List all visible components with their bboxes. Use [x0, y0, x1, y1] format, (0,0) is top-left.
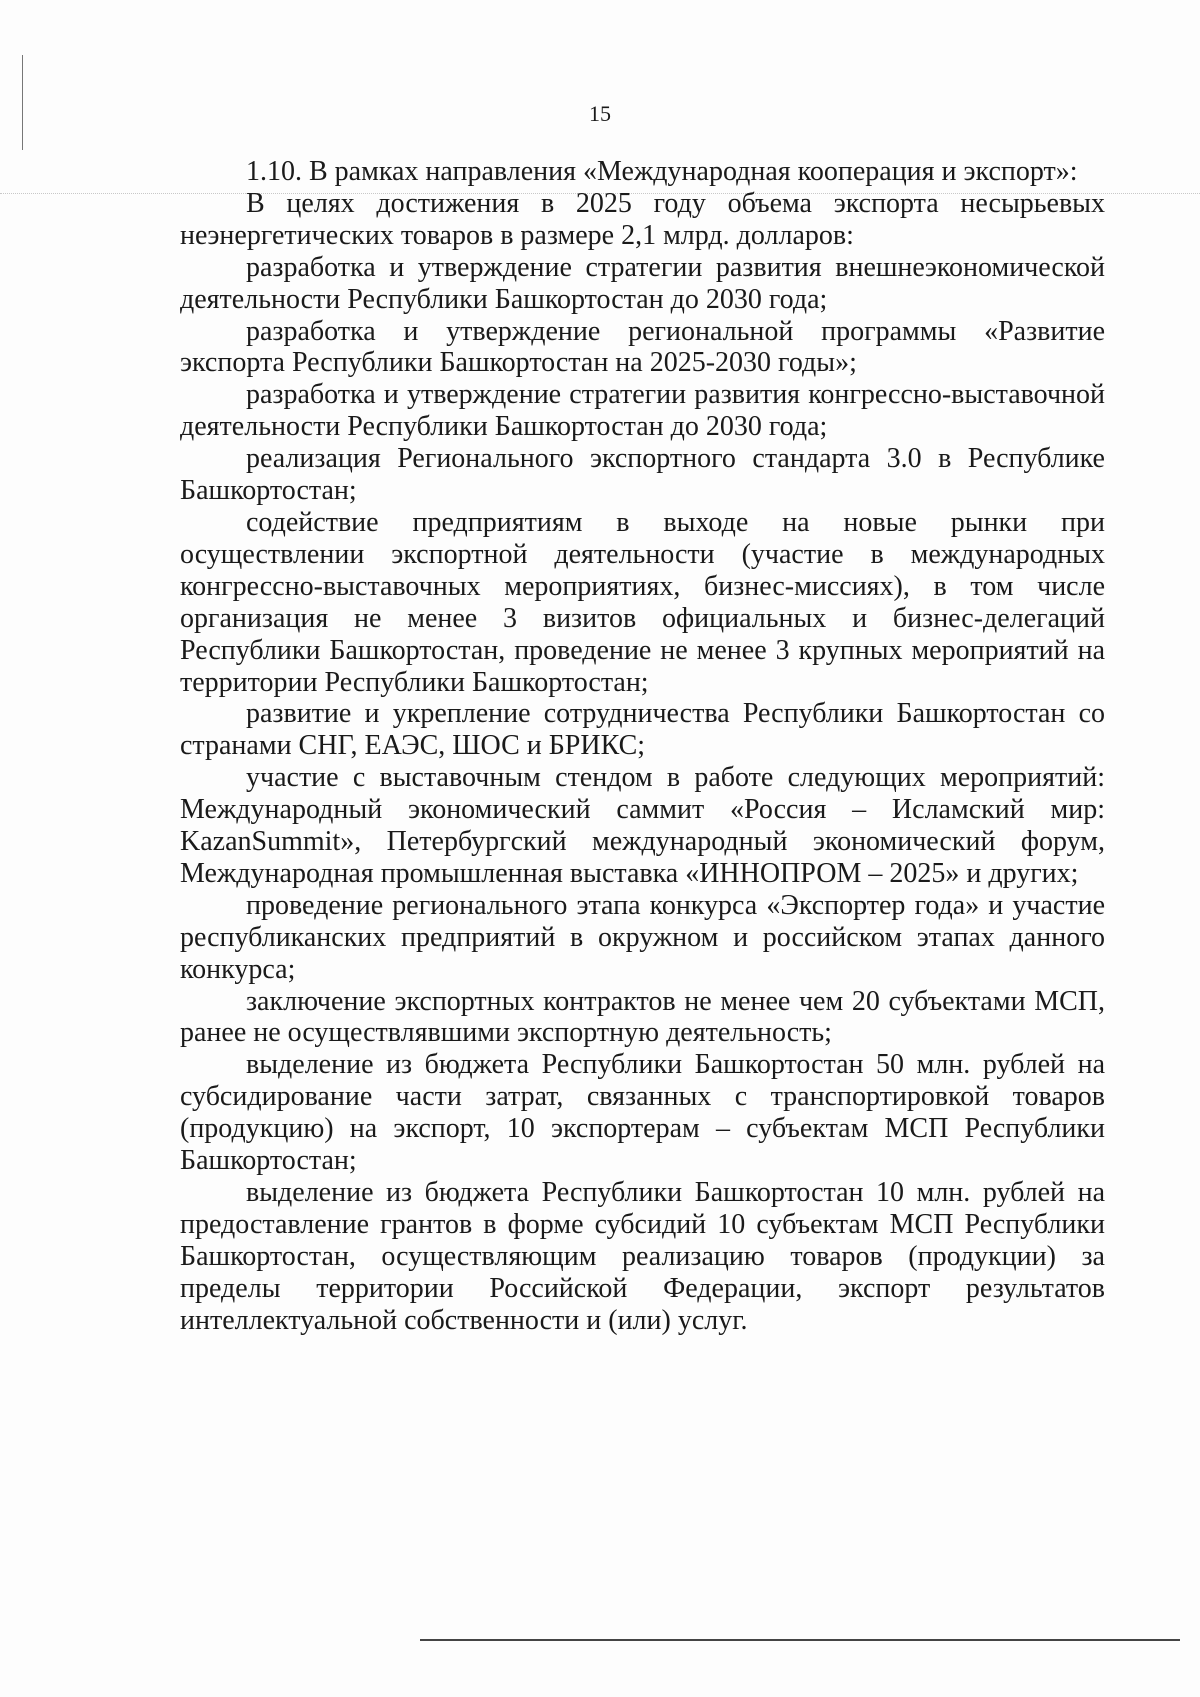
- paragraph-goal: В целях достижения в 2025 году объема экспорта несырьевых неэнергетических товаров в размере 2,1 млрд. долларов:: [180, 187, 1105, 251]
- page-number: 15: [589, 101, 611, 126]
- paragraph-item: разработка и утверждение стратегии развития конгрессно-выставочной деятельности Республики Башкортостан до 2030 года;: [180, 379, 1105, 443]
- paragraph-item: выделение из бюджета Республики Башкортостан 10 млн. рублей на предоставление грантов в форме субсидий 10 субъектам МСП Республики Башкортостан, осуществляющим реализацию товаров (продукции) за пределы территории Российской Федерации, экспорт результатов интеллектуальной собственности и (или) услуг.: [180, 1177, 1105, 1336]
- paragraph-item: заключение экспортных контрактов не менее чем 20 субъектами МСП, ранее не осуществлявшими экспортную деятельность;: [180, 985, 1105, 1049]
- document-body: [180, 156, 1105, 1337]
- paragraph-item: развитие и укрепление сотрудничества Республики Башкортостан со странами СНГ, ЕАЭС, ШОС и БРИКС;: [180, 698, 1105, 762]
- paragraph-section-heading: 1.10. В рамках направления «Международная кооперация и экспорт»:: [246, 156, 1078, 187]
- paragraph-item: разработка и утверждение стратегии развития внешнеэкономической деятельности Республики Башкортостан до 2030 года;: [180, 251, 1105, 315]
- paragraph-item: разработка и утверждение региональной программы «Развитие экспорта Республики Башкортостан на 2025-2030 годы»;: [180, 315, 1105, 379]
- paragraph-item: выделение из бюджета Республики Башкортостан 50 млн. рублей на субсидирование части затрат, связанных с транспортировкой товаров (продукцию) на экспорт, 10 экспортерам – субъектам МСП Республики Башкортостан;: [180, 1049, 1105, 1177]
- paragraph-item: проведение регионального этапа конкурса «Экспортер года» и участие республиканских предприятий в окружном и российском этапах данного конкурса;: [180, 889, 1105, 985]
- paragraph-item: реализация Регионального экспортного стандарта 3.0 в Республике Башкортостан;: [180, 443, 1105, 507]
- paragraph-item: содействие предприятиям в выходе на новые рынки при осуществлении экспортной деятельности (участие в международных конгрессно-выставочных мероприятиях, бизнес-миссиях), в том числе организация не менее 3 визитов официальных и бизнес-делегаций Республики Башкортостан, проведение не менее 3 крупных мероприятий на территории Республики Башкортостан;: [180, 506, 1105, 698]
- scan-artifact-line: [420, 1639, 1180, 1641]
- paragraph-item: участие с выставочным стендом в работе следующих мероприятий: Международный экономический саммит «Россия – Исламский мир: KazanSummit», Петербургский международный экономический форум, Международная промышленная выставка «ИННОПРОМ – 2025» и других;: [180, 762, 1105, 889]
